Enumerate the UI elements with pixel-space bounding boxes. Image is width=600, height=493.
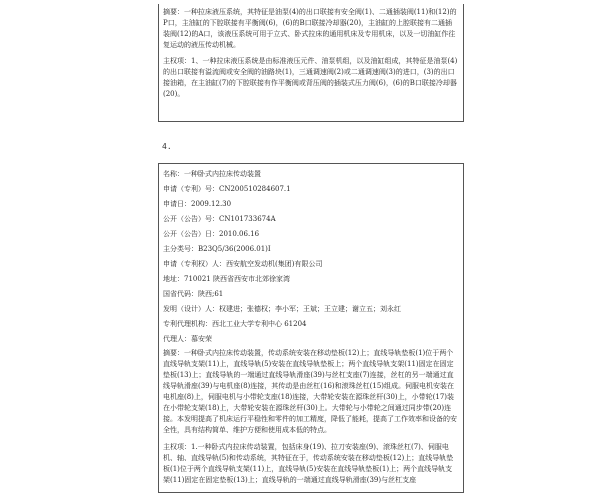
- record-claim: 主权项：1.一种卧式内拉床传动装置，包括床身(19)、拉刀安装座(9)、滚珠丝杠(7)、伺服电机、轴、直线导轨(5)和传动系统，其特征在于，传动系统安装在移动垫板(12)上；直线导轨垫板(1)位于两个直线导轨支架(11)上，直线导轨(5)安装在直线导轨垫板(1)上；两个直线导轨支架(11)固定在固定垫板(13)上；直线导轨的一端通过直线导轨滑座(39)与丝杠支座: [163, 443, 454, 484]
- field-app-date-label: 申请日：: [163, 199, 191, 208]
- field-title-value: 一种卧式内拉床传动装置: [184, 169, 261, 178]
- field-pub-date-value: 2010.06.16: [219, 229, 260, 238]
- field-address: [163, 271, 459, 286]
- field-agent-label: 代理人：: [163, 334, 191, 343]
- field-inventors-value: 权建进；张德权；李小军；王斌；王立建；谢立五；刘永红: [219, 304, 401, 313]
- field-inventors: [163, 301, 459, 316]
- previous-claim: 主权项：1、一种拉床液压系统是由标准液压元件、油泵机组，以及油缸组成，其特征是油泵(4)的出口联接有溢流阀或安全阀的油路块(1)，三通调速阀(2)或二通调速阀(3)的进口，(3)的出口接油箱，在主油缸(7)的下腔联接有作平衡阀或背压阀的插装式压力阀(6)，(6)的B口联接冷却器(20)。: [163, 57, 458, 98]
- field-address-label: 地址：: [163, 274, 184, 283]
- field-ipc-value: B23Q5/36(2006.01)I: [198, 244, 271, 253]
- record-fields: [158, 163, 464, 346]
- field-pub-no-value: CN101733674A: [219, 214, 276, 223]
- field-title-label: 名称：: [163, 169, 184, 178]
- previous-abstract: 摘要：一种拉床液压系统，其特征是油泵(4)的出口联接有安全阀(1)、二通插装阀(11)和(12)的P口，主油缸的下腔联接有平衡阀(6)，(6)的B口联接冷却器(20)，主油缸的上腔联接有二通插装阀(12)的A口，该液压系统可用于立式、卧式拉床的通用机床及专用机床，以及一切油缸作往复运动的液压传动机械。: [163, 8, 457, 49]
- field-app-no-value: CN200510284607.1: [219, 184, 291, 193]
- field-region: [163, 286, 459, 301]
- record-abstract: 摘要：一种卧式内拉床传动装置，传动系统安装在移动垫板(12)上；直线导轨垫板(1)位于两个直线导轨支架(11)上，直线导轨(5)安装在直线导轨垫板上；两个直线导轨支架(11)固定在固定垫板(13)上；直线导轨的一端通过直线导轨滑座(39)与丝杠支座(7)连接，丝杠的另一端通过直线导轨滑座(39)与电机座(8)连接，其传动是由丝杠(16)和滚珠丝杠(15)组成。伺服电机安装在电机座(8)上，伺服电机与小带轮支座(18)连接，大带轮安装在源珠丝杆(30)上，小带轮(17)装在小带轮支架(18)上，大带轮安装在源珠丝杆(30)上。大带轮与小带轮之间通过同步带(20)连接。本发明提高了机床运行平稳性和零件的加工精度，降低了能耗，提高了工作效率和设备的安全性，具有结构简单、维护方便和使用成本低的特点。: [163, 349, 457, 434]
- field-applicant-label: 申请（专利权）人：: [163, 259, 226, 268]
- field-agency-value: 西北工业大学专利中心 61204: [212, 319, 307, 328]
- field-inventors-label: 发明（设计）人：: [163, 304, 219, 313]
- field-ipc-label: 主分类号：: [163, 244, 198, 253]
- field-ipc: [163, 241, 459, 256]
- field-pub-no-label: 公开（公告）号：: [163, 214, 219, 223]
- record-text-box: [158, 346, 464, 493]
- field-region-value: 陕西;61: [198, 289, 224, 298]
- field-app-no-label: 申请（专利）号：: [163, 184, 219, 193]
- field-title: [163, 166, 459, 181]
- field-address-value: 710021 陕西省西安市北郊徐家湾: [184, 274, 290, 283]
- field-region-label: 国省代码：: [163, 289, 198, 298]
- field-app-date: [163, 196, 459, 211]
- field-agent: [163, 331, 459, 346]
- field-app-no: [163, 181, 459, 196]
- field-pub-no: [163, 211, 459, 226]
- field-pub-date-label: 公开（公告）日：: [163, 229, 219, 238]
- field-applicant: [163, 256, 459, 271]
- field-agency-label: 专利代理机构：: [163, 319, 212, 328]
- record-index: 4.: [162, 142, 172, 151]
- patent-record-sheet: [158, 4, 464, 484]
- previous-record-box: [158, 4, 464, 122]
- field-agent-value: 慕安荣: [191, 334, 212, 343]
- field-applicant-value: 西安航空发动机(集团)有限公司: [226, 259, 323, 268]
- field-agency: [163, 316, 459, 331]
- field-app-date-value: 2009.12.30: [191, 199, 232, 208]
- field-pub-date: [163, 226, 459, 241]
